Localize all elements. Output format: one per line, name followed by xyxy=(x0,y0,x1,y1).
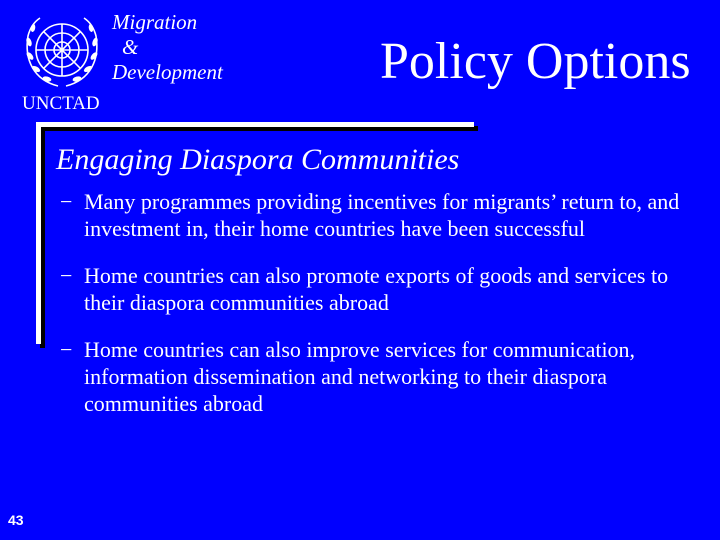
org-label: UNCTAD xyxy=(22,93,100,114)
bullet-text: Home countries can also promote exports of goods and services to their diaspora communities abroad xyxy=(84,263,669,315)
page-title: Policy Options xyxy=(380,33,691,90)
bullet-item xyxy=(60,262,700,316)
bullet-list xyxy=(60,188,700,437)
dash-icon: − xyxy=(60,263,73,288)
topic-line-3: Development xyxy=(112,60,223,84)
un-emblem-icon xyxy=(20,10,104,92)
topic-line-2: & xyxy=(122,35,139,59)
section-heading: Engaging Diaspora Communities xyxy=(56,143,460,176)
topic-line-1: Migration xyxy=(112,10,198,34)
divider-vertical xyxy=(36,122,41,344)
divider-horizontal xyxy=(36,122,474,127)
bullet-item xyxy=(60,188,700,242)
topic-label xyxy=(112,10,223,85)
bullet-text: Many programmes providing incentives for migrants’ return to, and investment in, their home countries have been successful xyxy=(84,189,680,241)
dash-icon: − xyxy=(60,337,73,362)
bullet-text: Home countries can also improve services for communication, information dissemination and networking to their diaspora communities abroad xyxy=(84,337,636,416)
dash-icon: − xyxy=(60,189,73,214)
bullet-item xyxy=(60,336,700,417)
page-number: 43 xyxy=(8,512,24,528)
